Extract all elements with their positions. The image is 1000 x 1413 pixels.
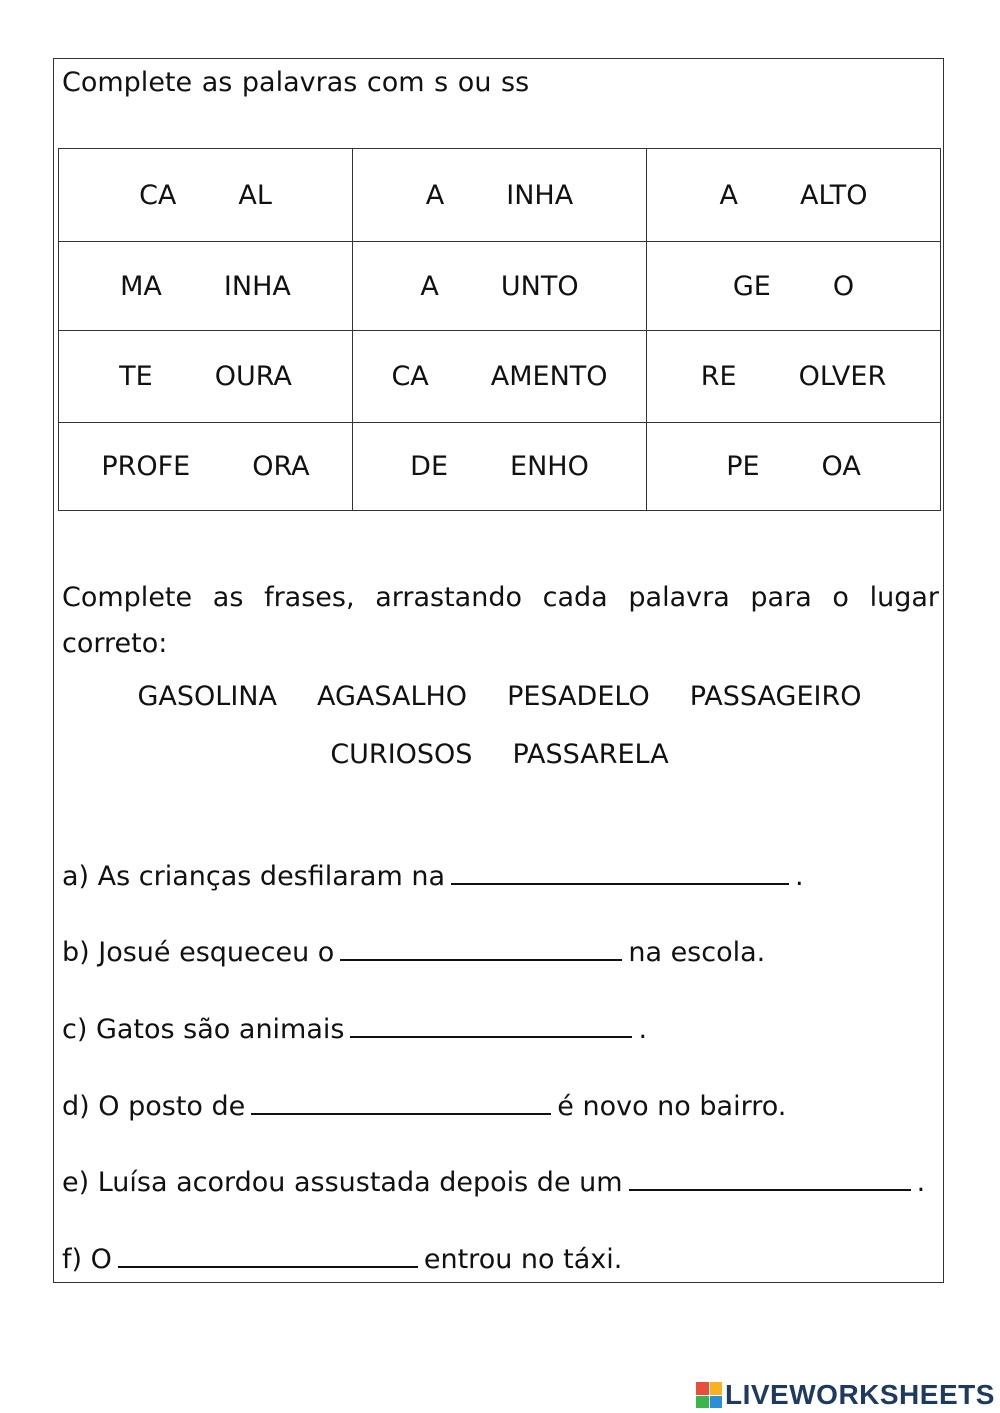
- syllable-grid: [58, 148, 941, 511]
- sentence-text-before: f) O: [62, 1244, 112, 1275]
- syllable-end: INHA: [223, 270, 291, 302]
- brand-name: LIVEWORKSHEETS: [725, 1379, 995, 1410]
- sentence-text-before: a) As crianças desfilaram na: [62, 861, 445, 892]
- syllable-start: A: [420, 270, 439, 302]
- drop-blank[interactable]: [350, 1012, 632, 1038]
- word-bank-item[interactable]: CURIOSOS: [330, 739, 473, 770]
- word-bank-item[interactable]: PASSAGEIRO: [689, 681, 862, 712]
- word-bank-row-2: [54, 739, 945, 770]
- syllable-end: ORA: [252, 451, 310, 482]
- syllable-start: GE: [732, 270, 771, 302]
- syllable-end: OURA: [214, 361, 292, 392]
- sentence-text-after: .: [794, 861, 804, 892]
- drop-blank[interactable]: [118, 1242, 418, 1268]
- word-bank-item[interactable]: GASOLINA: [137, 681, 277, 712]
- sentence-d: [62, 1089, 786, 1122]
- sentence-a: [62, 859, 804, 892]
- syllable-end: UNTO: [500, 270, 579, 302]
- grid-cell: [647, 149, 941, 242]
- grid-row: [59, 331, 941, 423]
- grid-cell: [59, 149, 353, 242]
- sentence-e: [62, 1165, 925, 1198]
- word-bank-item[interactable]: PESADELO: [507, 681, 650, 712]
- grid-cell: [59, 331, 353, 423]
- sentence-text-before: b) Josué esqueceu o: [62, 937, 335, 968]
- syllable-start: A: [425, 179, 445, 211]
- drop-blank[interactable]: [251, 1089, 551, 1115]
- syllable-start: PE: [726, 451, 760, 482]
- syllable-start: A: [719, 179, 738, 211]
- liveworksheets-logo-icon: [696, 1382, 722, 1408]
- word-bank-item[interactable]: AGASALHO: [316, 681, 468, 712]
- drop-blank[interactable]: [340, 935, 622, 961]
- grid-cell: [647, 242, 941, 331]
- sentence-f: [62, 1242, 622, 1275]
- exercise1-instruction: Complete as palavras com s ou ss: [62, 67, 530, 98]
- sentence-text-before: c) Gatos são animais: [62, 1014, 345, 1045]
- sentence-text-before: d) O posto de: [62, 1091, 246, 1122]
- sentence-text-before: e) Luísa acordou assustada depois de um: [62, 1167, 623, 1198]
- sentence-text-after: .: [916, 1167, 926, 1198]
- word-bank-row-1: [54, 681, 945, 712]
- syllable-start: TE: [119, 361, 153, 392]
- sentence-c: [62, 1012, 647, 1045]
- grid-row: [59, 242, 941, 331]
- grid-cell: [647, 423, 941, 511]
- grid-row: [59, 149, 941, 242]
- syllable-end: AMENTO: [490, 361, 608, 392]
- syllable-start: DE: [410, 451, 449, 482]
- grid-cell: [59, 242, 353, 331]
- word-bank-item[interactable]: PASSARELA: [512, 739, 669, 770]
- syllable-end: OA: [821, 451, 861, 482]
- grid-cell: [353, 423, 647, 511]
- grid-cell: [59, 423, 353, 511]
- grid-cell: [353, 149, 647, 242]
- sentence-text-after: na escola.: [628, 937, 766, 968]
- syllable-start: CA: [139, 179, 177, 211]
- syllable-end: INHA: [506, 179, 574, 211]
- exercise2-instruction: Complete as frases, arrastando cada palavra para o lugar correto:: [62, 582, 939, 659]
- liveworksheets-logo[interactable]: [696, 1378, 995, 1412]
- drop-blank[interactable]: [451, 859, 789, 885]
- syllable-end: ENHO: [510, 451, 589, 482]
- syllable-start: RE: [700, 361, 737, 392]
- drop-blank[interactable]: [629, 1165, 911, 1191]
- syllable-start: PROFE: [101, 451, 191, 482]
- syllable-end: ALTO: [799, 179, 868, 211]
- sentence-text-after: .: [638, 1014, 648, 1045]
- grid-cell: [647, 331, 941, 423]
- syllable-start: MA: [120, 270, 162, 302]
- syllable-start: CA: [391, 361, 429, 392]
- syllable-end: O: [832, 270, 855, 302]
- syllable-end: AL: [238, 179, 272, 211]
- sentence-text-after: entrou no táxi.: [423, 1244, 623, 1275]
- grid-row: [59, 423, 941, 511]
- grid-cell: [353, 331, 647, 423]
- sentence-b: [62, 935, 765, 968]
- syllable-end: OLVER: [798, 361, 887, 392]
- sentence-text-after: é novo no bairro.: [557, 1091, 787, 1122]
- grid-cell: [353, 242, 647, 331]
- worksheet-frame: [53, 58, 944, 1283]
